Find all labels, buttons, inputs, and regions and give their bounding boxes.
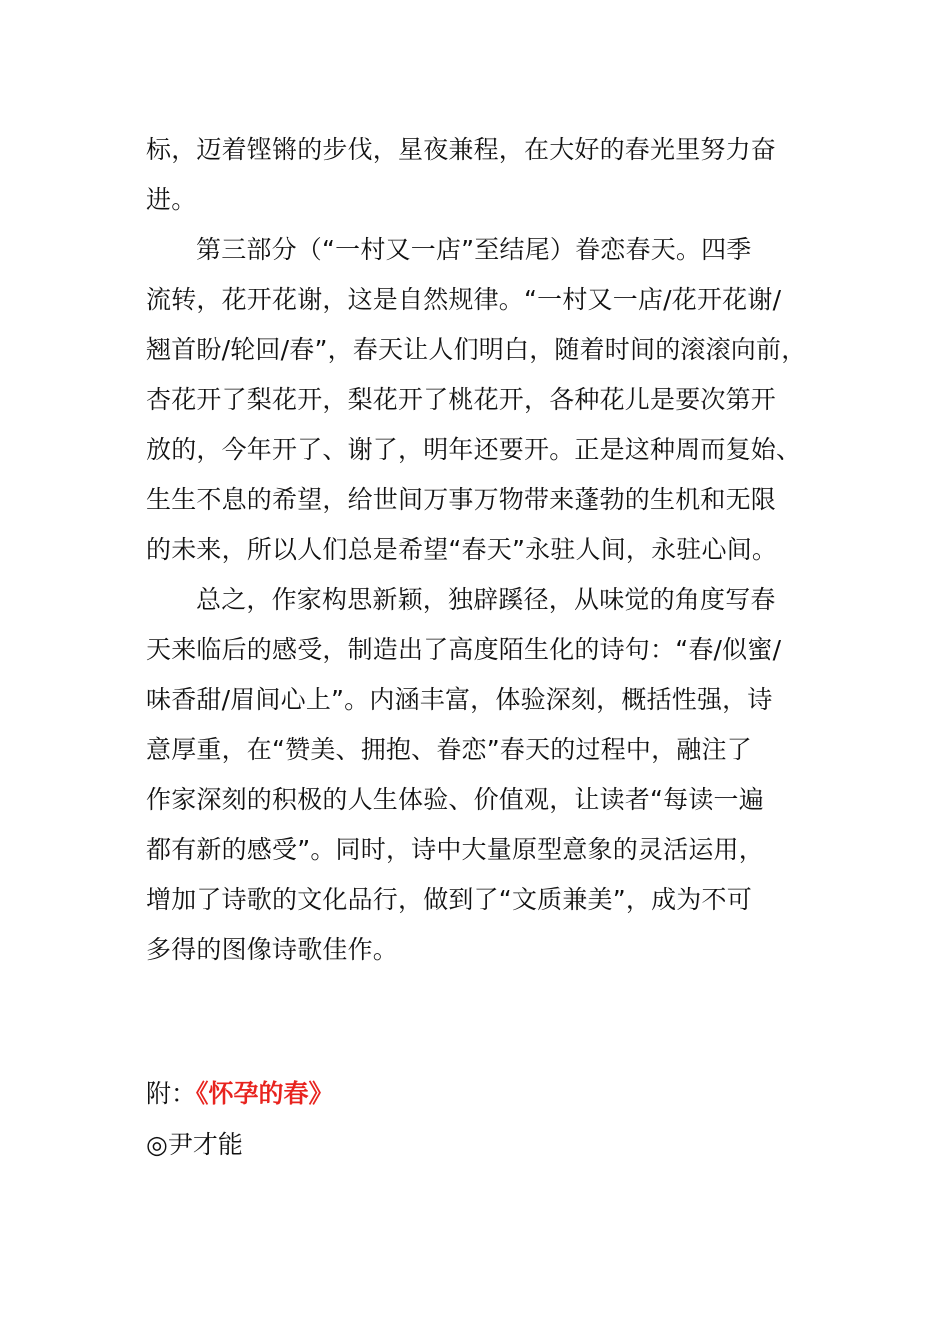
text-line: 都有新的感受”。同时，诗中大量原型意象的灵活运用，	[146, 835, 764, 864]
text-line: 杏花开了梨花开，梨花开了桃花开，各种花儿是要次第开	[146, 385, 777, 414]
text-line: 放的，今年开了、谢了，明年还要开。正是这种周而复始、	[146, 435, 802, 464]
text-line: 进。	[146, 185, 197, 214]
text-line: 多得的图像诗歌佳作。	[146, 935, 399, 964]
text-line: 意厚重，在“赞美、拥抱、眷恋”春天的过程中，融注了	[146, 735, 752, 764]
text-line: 流转，花开花谢，这是自然规律。“一村又一店/花开花谢/	[146, 285, 782, 314]
text-line: 生生不息的希望，给世间万事万物带来蓬勃的生机和无限	[146, 485, 777, 514]
text-line: 总之，作家构思新颖，独辟蹊径，从味觉的角度写春	[196, 585, 776, 614]
appendix-title: 《怀孕的春》	[196, 1079, 334, 1108]
text-line: 作家深刻的积极的人生体验、价值观，让读者“每读一遍	[146, 785, 764, 814]
appendix-heading	[146, 1078, 334, 1110]
text-line: 第三部分（“一村又一店”至结尾）眷恋春天。四季	[196, 235, 752, 264]
text-line: 味香甜/眉间心上”。内涵丰富，体验深刻，概括性强，诗	[146, 685, 773, 714]
text-line: 天来临后的感受，制造出了高度陌生化的诗句：“春/似蜜/	[146, 635, 782, 664]
text-line: 增加了诗歌的文化品行，做到了“文质兼美”，成为不可	[146, 885, 752, 914]
text-line: 标，迈着铿锵的步伐，星夜兼程，在大好的春光里努力奋	[146, 135, 777, 164]
appendix-prefix: 附：	[146, 1079, 197, 1108]
author-name: ◎尹才能	[146, 1130, 243, 1159]
text-line: 翘首盼/轮回/春”，春天让人们明白，随着时间的滚滚向前，	[146, 335, 807, 364]
text-line: 的未来，所以人们总是希望“春天”永驻人间，永驻心间。	[146, 535, 778, 564]
